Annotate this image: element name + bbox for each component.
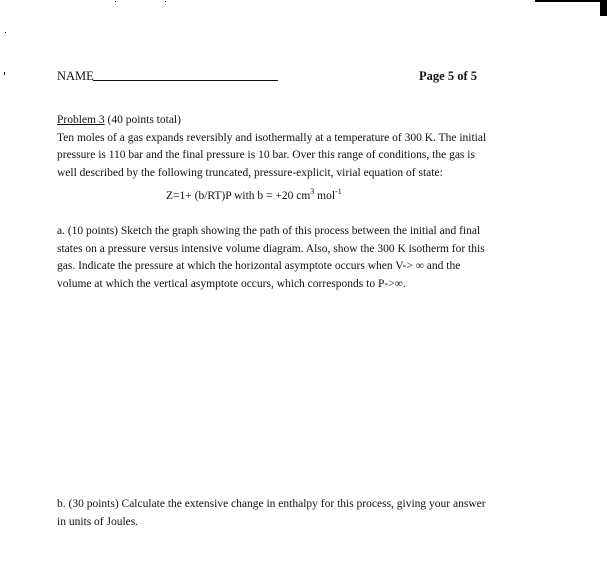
problem-statement <box>57 112 497 182</box>
scan-speck <box>5 32 6 33</box>
part-b-text: b. (30 points) Calculate the extensive change in enthalpy for this process, giving your answer in units of Joules. <box>57 498 486 528</box>
scan-artifact-bar <box>535 0 607 2</box>
equation-exp-mol: -1 <box>335 187 342 197</box>
name-label: NAME <box>57 69 94 83</box>
page-number: Page 5 of 5 <box>419 69 477 83</box>
scan-artifact-block <box>600 0 607 16</box>
problem-points: (40 points total) <box>104 114 181 126</box>
part-a-text: a. (10 points) Sketch the graph showing the path of this process between the initial and final states on a pressure versus intensive volume diagram. Also, show the 300 K isotherm for this gas. Indicate the pressure at which the horizontal asymptote occurs when V-> ∞ and the volume at which the vertical asymptote occurs, which corresponds to P->∞. <box>57 225 485 290</box>
page-header <box>57 69 477 87</box>
name-blank-line <box>93 80 278 81</box>
equation-exp-cm: 3 <box>310 187 315 197</box>
part-b-question <box>57 496 497 531</box>
part-a-question <box>57 223 497 293</box>
problem-title <box>57 112 497 130</box>
scan-speck <box>115 1 116 2</box>
scan-speck <box>165 1 166 2</box>
virial-equation <box>166 187 342 202</box>
scan-speck <box>4 72 5 75</box>
equation-main: Z=1+ (b/RT)P with b = +20 cm <box>166 190 311 202</box>
problem-body: Ten moles of a gas expands reversibly and isothermally at a temperature of 300 K. The initial pressure is 110 bar and the final pressure is 10 bar. Over this range of conditions, the gas is well described by the following truncated, pressure-explicit, virial equation of state: <box>57 131 487 179</box>
equation-unit-mol: mol <box>314 190 336 202</box>
problem-number: Problem 3 <box>57 114 105 126</box>
